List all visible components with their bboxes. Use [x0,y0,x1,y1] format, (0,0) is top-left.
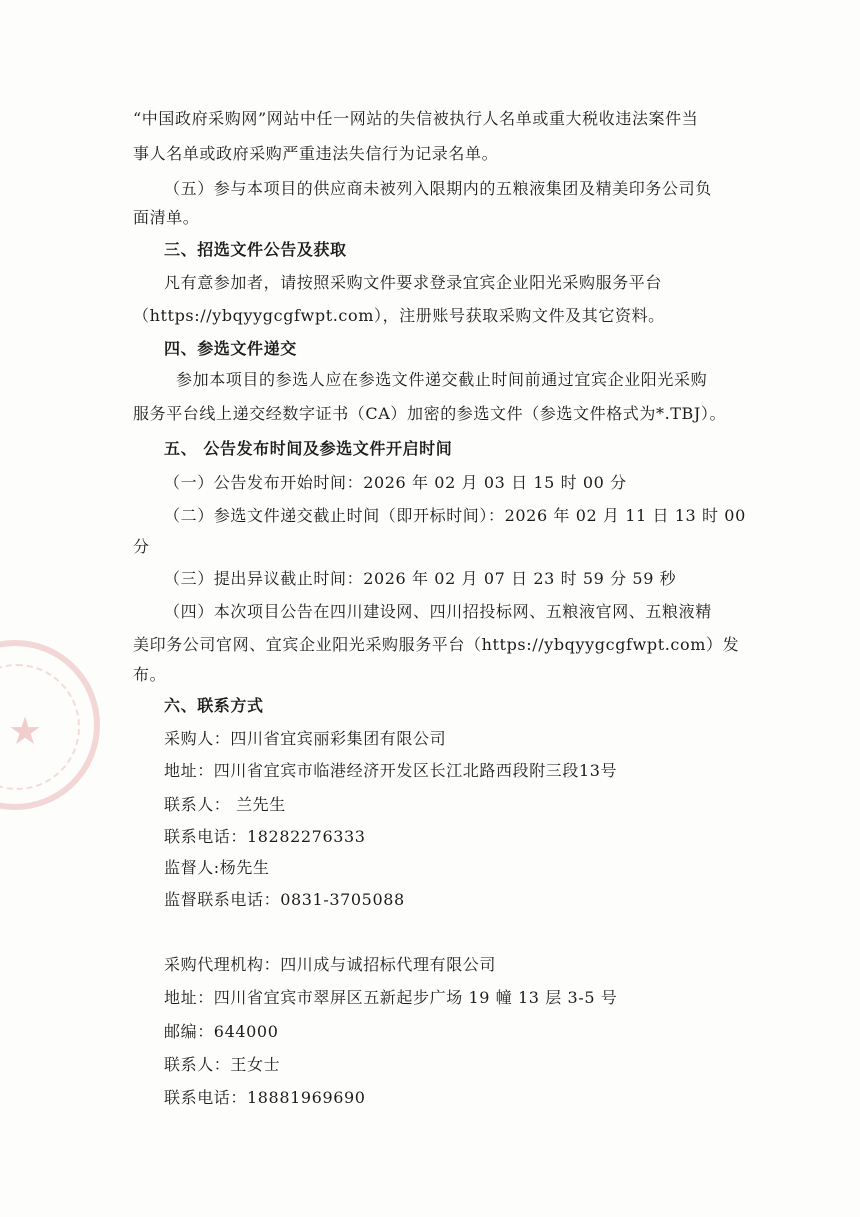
body-line: 服务平台线上递交经数字证书（CA）加密的参选文件（参选文件格式为*.TBJ）。 [133,404,727,423]
section-heading: 四、参选文件递交 [164,339,297,358]
body-line: 面清单。 [133,208,200,227]
body-line: 参加本项目的参选人应在参选文件递交截止时间前通过宜宾企业阳光采购 [176,370,708,389]
contact-line: 联系人： 兰先生 [164,795,286,814]
body-line: （五）参与本项目的供应商未被列入限期内的五粮液集团及精美印务公司负 [164,179,712,198]
contact-line: 地址：四川省宜宾市翠屏区五新起步广场 19 幢 13 层 3-5 号 [164,988,618,1007]
contact-line: 监督联系电话：0831-3705088 [164,890,405,909]
contact-line: 地址：四川省宜宾市临港经济开发区长江北路西段附三段13号 [164,761,618,780]
contact-line: 采购代理机构：四川成与诚招标代理有限公司 [164,955,497,974]
section-heading: 五、 公告发布时间及参选文件开启时间 [164,439,453,458]
body-line: 布。 [133,665,167,684]
body-line: （https://ybqyygcgfwpt.com），注册账号获取采购文件及其它资料。 [133,306,665,325]
contact-line: 邮编：644000 [164,1022,279,1041]
contact-line: 联系人：王女士 [164,1055,281,1074]
body-line: “中国政府采购网”网站中任一网站的失信被执行人名单或重大税收违法案件当 [133,109,699,128]
section-heading: 六、联系方式 [164,696,264,715]
body-line: （二）参选文件递交截止时间（即开标时间）：2026 年 02 月 11 日 13 时 00 [164,506,746,525]
contact-line: 监督人:杨先生 [164,858,270,877]
body-line: （四）本次项目公告在四川建设网、四川招投标网、五粮液官网、五粮液精 [164,602,712,621]
section-heading: 三、招选文件公告及获取 [164,240,347,259]
body-line: 凡有意参加者，请按照采购文件要求登录宜宾企业阳光采购服务平台 [164,273,663,292]
contact-line: 联系电话：18282276333 [164,827,366,846]
body-line: 事人名单或政府采购严重违法失信行为记录名单。 [133,144,499,163]
body-line: 美印务公司官网、宜宾企业阳光采购服务平台（https://ybqyygcgfwpt.com）发 [133,635,740,654]
contact-line: 采购人：四川省宜宾丽彩集团有限公司 [164,729,447,748]
seal-star-icon: ★ [8,709,43,753]
contact-line: 联系电话：18881969690 [164,1088,366,1107]
body-line: （三）提出异议截止时间：2026 年 02 月 07 日 23 时 59 分 59 秒 [164,569,677,588]
body-line: 分 [133,537,150,556]
body-line: （一）公告发布开始时间：2026 年 02 月 03 日 15 时 00 分 [164,473,627,492]
